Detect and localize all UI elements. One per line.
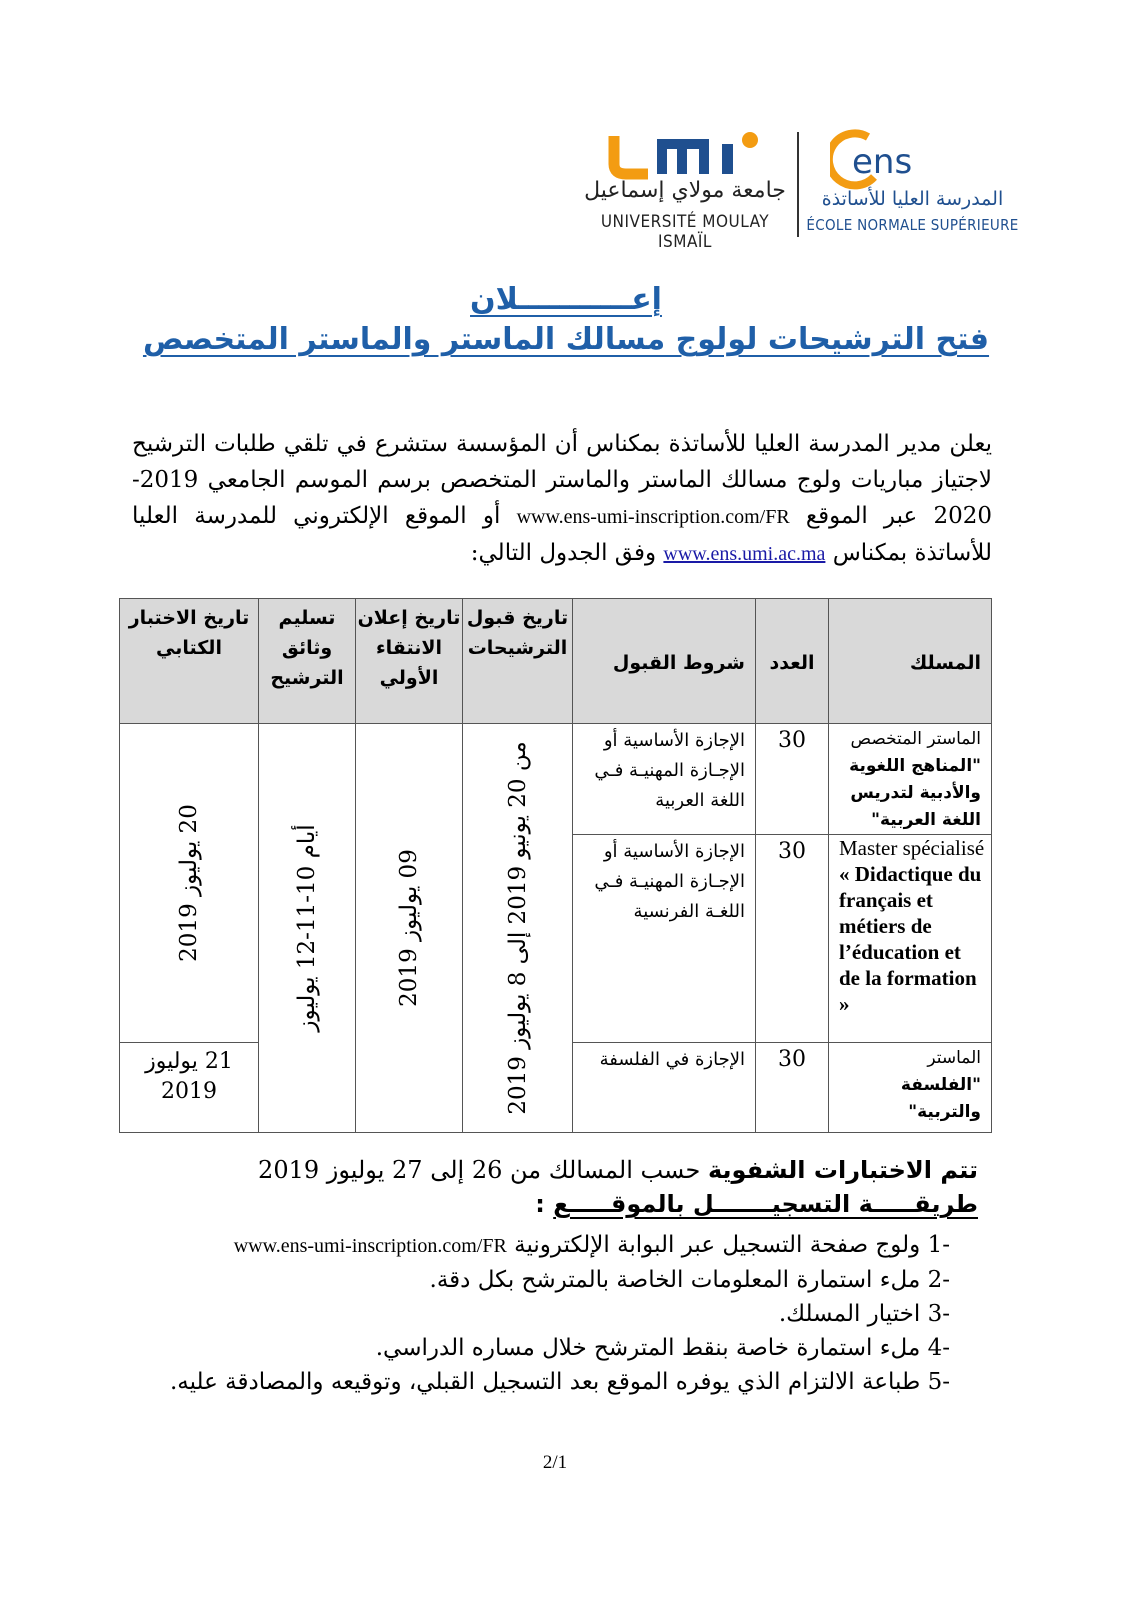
announcement-subtitle: فتح الترشيحات لولوج مسالك الماستر والماستر المتخصص: [142, 322, 990, 357]
ens-logo-mark: [830, 125, 940, 195]
conditions-cell: الإجازة الأساسية أو الإجـازة المهنيـة فـي اللغـة الفرنسية: [573, 835, 756, 1043]
ens-arabic-name: المدرسة العليا للأساتذة: [821, 188, 1004, 210]
track-bold: « Didactique du français et métiers de l’éducation et de la formation »: [839, 862, 982, 1016]
header-acceptance-date: تاريخ قبول الترشيحات: [463, 599, 573, 724]
written-exam-date-1: 20 يوليوز 2019: [176, 804, 202, 962]
intro-url-inscription: www.ens-umi-inscription.com/FR: [516, 506, 790, 528]
documents-cell: [259, 724, 356, 1133]
documents-days: أيام 10-11-12 يوليوز: [294, 824, 320, 1032]
ens-logo: [805, 120, 1020, 245]
step-text: طباعة الالتزام الذي يوفره الموقع بعد التسجيل القبلي، وتوقيعه والمصادقة عليه.: [169, 1369, 921, 1395]
table-header-row: [120, 599, 992, 724]
registration-title: [130, 1190, 978, 1218]
track-plain: الماستر المتخصص: [850, 729, 981, 749]
intro-paragraph: [132, 426, 992, 572]
announcement-title: إعـــــــــــلان: [470, 282, 662, 317]
step-url: www.ens-umi-inscription.com/FR: [233, 1235, 507, 1257]
written-exam-date-2: 21 يوليوز 2019: [120, 1043, 259, 1133]
step-number: -5: [927, 1369, 950, 1395]
registration-title-colon: :: [535, 1190, 545, 1218]
conditions-cell: الإجازة في الفلسفة: [573, 1043, 756, 1133]
oral-exams-line: [130, 1156, 978, 1184]
track-bold: "المناهج اللغوية والأدبية لتدريس اللغة العربية": [849, 756, 981, 830]
step-number: -1: [927, 1232, 950, 1258]
conditions-cell: الإجازة الأساسية أو الإجـازة المهنيـة فـي اللغة العربية: [573, 724, 756, 835]
header-announcement-date: تاريخ إعلان الانتقاء الأولي: [356, 599, 463, 724]
list-item: [130, 1365, 950, 1399]
number-cell: 30: [756, 835, 829, 1043]
acceptance-period-cell: [463, 724, 573, 1133]
registration-steps: [130, 1228, 950, 1399]
track-bold: "الفلسفة والتربية": [900, 1075, 981, 1122]
ens-mark-text: ens: [852, 142, 913, 182]
step-text: اختيار المسلك.: [778, 1301, 921, 1327]
track-plain: الماستر: [927, 1048, 981, 1068]
track-cell-french: [829, 835, 992, 1043]
step-number: -2: [927, 1267, 950, 1293]
step-text: ملء استمارة خاصة بنقط المترشح خلال مساره الدراسي.: [375, 1335, 921, 1361]
header-written-exam: تاريخ الاختبار الكتابي: [120, 599, 259, 724]
header-track: المسلك: [829, 599, 992, 724]
step-number: -4: [927, 1335, 950, 1361]
umi-french-name: UNIVERSITÉ MOULAY ISMAÏL: [600, 212, 770, 252]
acceptance-period: من 20 يونيو 2019 إلى 8 يوليوز 2019: [504, 741, 531, 1115]
registration-title-text: طريقـــــة التسجيـــــــل بالموقـــــع: [553, 1190, 978, 1218]
logo-divider: [797, 132, 799, 237]
table-row: [120, 724, 992, 835]
track-cell-arabic: [829, 724, 992, 835]
list-item: [130, 1331, 950, 1365]
track-plain: Master spécialisé: [839, 836, 985, 860]
oral-exams-dates: حسب المسالك من 26 إلى 27 يوليوز 2019: [258, 1156, 701, 1184]
list-item: [130, 1228, 950, 1263]
header-conditions: شروط القبول: [573, 599, 756, 724]
intro-text-1: يعلن مدير المدرسة العليا للأساتذة بمكناس أن المؤسسة ستشرع في تلقي طلبات الترشيح لاجتياز مباريات ولوج مسالك الماستر والماستر المتخصص برسم الموسم الجامعي 2019-2020 عبر الموقع: [132, 431, 993, 529]
step-text: ملء استمارة المعلومات الخاصة بالمترشح بكل دقة.: [429, 1267, 921, 1293]
oral-exams-bold: تتم الاختبارات الشفوية: [707, 1156, 978, 1184]
intro-text-3: وفق الجدول التالي:: [470, 540, 657, 566]
header-documents: تسليم وثائق الترشيح: [259, 599, 356, 724]
page-number: 2/1: [542, 1452, 568, 1473]
programs-table: [119, 598, 992, 1133]
header-logos: [560, 120, 1020, 250]
umi-logo-mark: [600, 130, 770, 180]
intro-link-ens[interactable]: www.ens.umi.ac.ma: [663, 543, 826, 565]
announcement-cell: [356, 724, 463, 1133]
umi-arabic-name: جامعة مولاي إسماعيل: [584, 178, 786, 203]
step-number: -3: [927, 1301, 950, 1327]
list-item: [130, 1263, 950, 1297]
umi-logo: [580, 120, 790, 252]
header-number: العدد: [756, 599, 829, 724]
step-text: ولوج صفحة التسجيل عبر البوابة الإلكترونية: [514, 1232, 921, 1258]
written-exam-cell-1: [120, 724, 259, 1043]
list-item: [130, 1297, 950, 1331]
number-cell: 30: [756, 1043, 829, 1133]
announcement-date: 09 يوليوز 2019: [396, 849, 422, 1007]
track-cell-arabic: [829, 1043, 992, 1133]
number-cell: 30: [756, 724, 829, 835]
intro-text-2: أو الموقع الإلكتروني للمدرسة العليا للأساتذة بمكناس: [132, 503, 992, 566]
ens-french-name: ÉCOLE NORMALE SUPÉRIEURE: [806, 216, 1019, 234]
